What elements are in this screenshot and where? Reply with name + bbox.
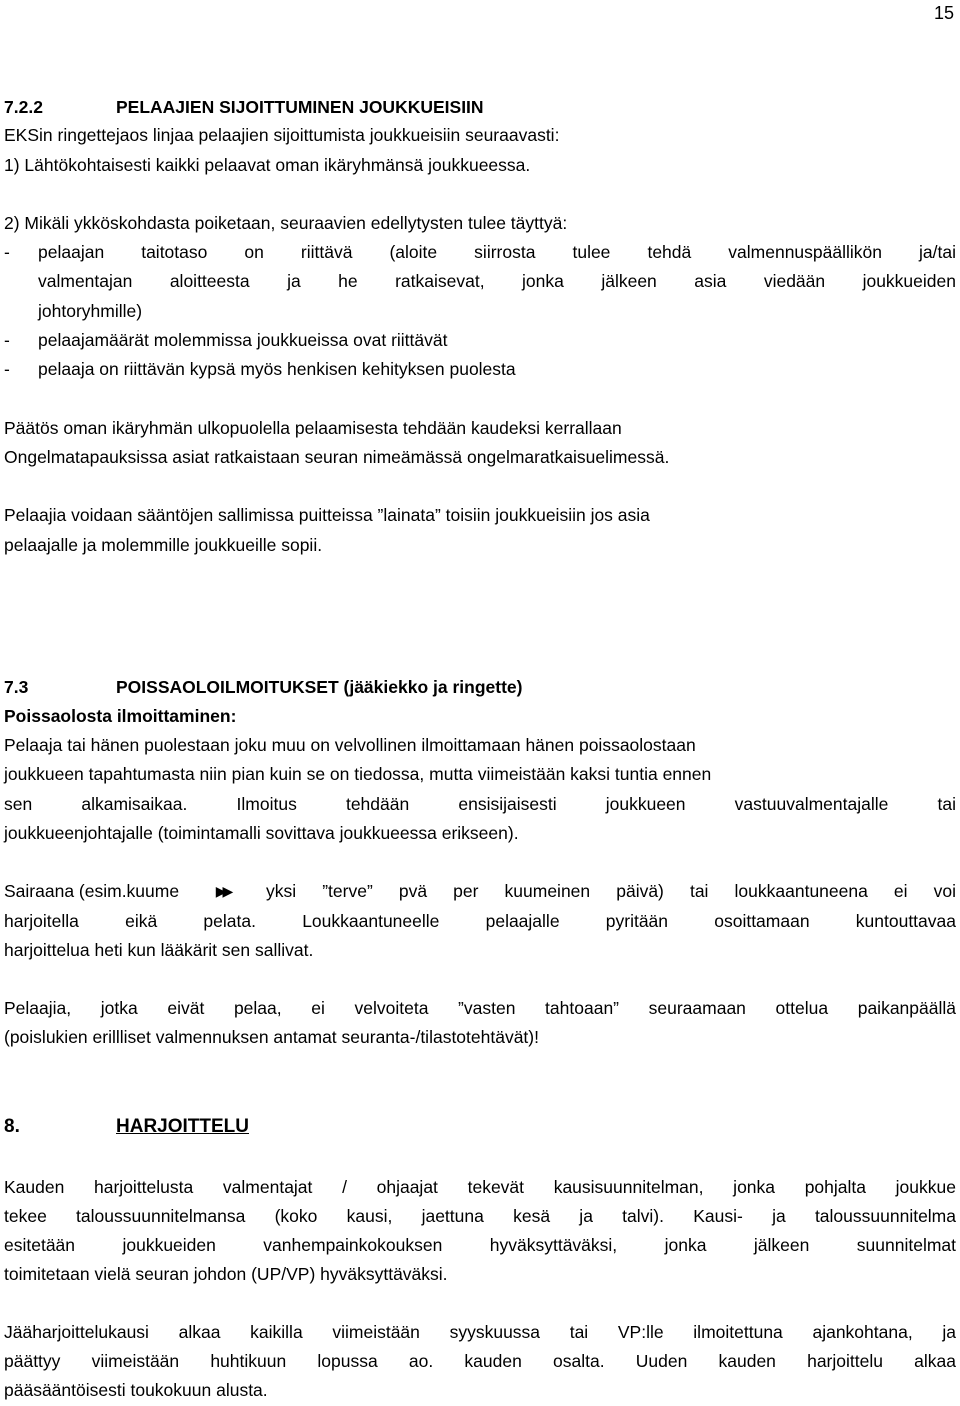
section-title: POISSAOLOILMOITUKSET (jääkiekko ja ringette) bbox=[116, 677, 523, 697]
text-line: sen alkamisaikaa. Ilmoitus tehdään ensisijaisesti joukkueen vastuuvalmentajalle tai bbox=[4, 794, 956, 814]
list-item-text: pelaajamäärät molemmissa joukkueissa ovat riittävät bbox=[38, 330, 448, 350]
text-line: päättyy viimeistään huhtikuun lopussa ao. kauden osalta. Uuden kauden harjoittelu alkaa bbox=[4, 1351, 956, 1371]
page-number: 15 bbox=[933, 3, 954, 23]
text-line: joukkueenjohtajalle (toimintamalli sovittava joukkueessa erikseen). bbox=[4, 823, 519, 843]
text-line: EKSin ringettejaos linjaa pelaajien sijoittumista joukkueisiin seuraavasti: bbox=[4, 125, 560, 145]
section-heading-8 bbox=[4, 1115, 956, 1139]
text-line: harjoitella eikä pelata. Loukkaantuneelle pelaajalle pyritään osoittamaan kuntouttavaa bbox=[4, 911, 956, 931]
text-line: pääsääntöisesti toukokuun alusta. bbox=[4, 1380, 268, 1400]
text-line: toimitetaan vielä seuran johdon (UP/VP) hyväksyttäväksi. bbox=[4, 1264, 448, 1284]
text-fragment: Sairaana (esim.kuume bbox=[4, 881, 180, 901]
section-title: HARJOITTELU bbox=[116, 1116, 249, 1137]
list-dash: - bbox=[4, 359, 10, 379]
section-heading-7-2-2 bbox=[4, 96, 956, 118]
text-line: Pelaajia, jotka eivät pelaa, ei velvoiteta ”vasten tahtoaan” seuraamaan ottelua paikanpäällä bbox=[4, 998, 956, 1018]
list-item-text: johtoryhmille) bbox=[38, 301, 143, 321]
section-heading-7-3 bbox=[4, 676, 956, 698]
text-line: Kauden harjoittelusta valmentajat / ohjaajat tekevät kausisuunnitelman, jonka pohjalta joukkue bbox=[4, 1177, 956, 1197]
text-line: tekee taloussuunnitelmansa (koko kausi, jaettuna kesä ja talvi). Kausi- ja taloussuunnitelma bbox=[4, 1206, 956, 1226]
text-line: Päätös oman ikäryhmän ulkopuolella pelaamisesta tehdään kaudeksi kerrallaan bbox=[4, 418, 622, 438]
list-dash: - bbox=[4, 242, 10, 262]
text-line: Pelaaja tai hänen puolestaan joku muu on velvollinen ilmoittamaan hänen poissaolostaan bbox=[4, 735, 696, 755]
double-arrow-right-icon: ▶▶ bbox=[215, 883, 230, 899]
text-line: harjoittelua heti kun lääkärit sen sallivat. bbox=[4, 940, 314, 960]
list-item-text: pelaaja on riittävän kypsä myös henkisen kehityksen puolesta bbox=[38, 359, 516, 379]
text-line: 2) Mikäli ykköskohdasta poiketaan, seuraavien edellytysten tulee täyttyä: bbox=[4, 213, 568, 233]
subheading: Poissaolosta ilmoittaminen: bbox=[4, 706, 237, 726]
section-number: 7.2.2 bbox=[4, 97, 43, 117]
text-line: Jääharjoittelukausi alkaa kaikilla viimeistään syyskuussa tai VP:lle ilmoitettuna ajankohtana, ja bbox=[4, 1322, 956, 1342]
text-line: Pelaajia voidaan sääntöjen sallimissa puitteissa ”lainata” toisiin joukkueisiin jos asia bbox=[4, 505, 650, 525]
list-dash: - bbox=[4, 330, 10, 350]
text-fragment: yksi ”terve” pvä per kuumeinen päivä) tai loukkaantuneena ei voi bbox=[266, 881, 956, 901]
text-line bbox=[4, 880, 956, 902]
text-line: esitetään joukkueiden vanhempainkokouksen hyväksyttäväksi, jonka jälkeen suunnitelmat bbox=[4, 1235, 956, 1255]
text-line: 1) Lähtökohtaisesti kaikki pelaavat oman ikäryhmänsä joukkueessa. bbox=[4, 155, 531, 175]
list-item-text: valmentajan aloitteesta ja he ratkaisevat, jonka jälkeen asia viedään joukkueiden bbox=[38, 271, 956, 291]
text-line: pelaajalle ja molemmille joukkueille sopii. bbox=[4, 535, 323, 555]
section-number: 7.3 bbox=[4, 677, 29, 697]
section-number: 8. bbox=[4, 1116, 20, 1137]
text-line: joukkueen tapahtumasta niin pian kuin se on tiedossa, mutta viimeistään kaksi tuntia ennen bbox=[4, 764, 712, 784]
text-line: (poislukien erillliset valmennuksen antamat seuranta-/tilastotehtävät)! bbox=[4, 1027, 539, 1047]
text-line: Ongelmatapauksissa asiat ratkaistaan seuran nimeämässä ongelmaratkaisuelimessä. bbox=[4, 447, 670, 467]
list-item-text: pelaajan taitotaso on riittävä (aloite siirrosta tulee tehdä valmennuspäällikön ja/tai bbox=[38, 242, 956, 262]
section-title: PELAAJIEN SIJOITTUMINEN JOUKKUEISIIN bbox=[116, 97, 484, 117]
